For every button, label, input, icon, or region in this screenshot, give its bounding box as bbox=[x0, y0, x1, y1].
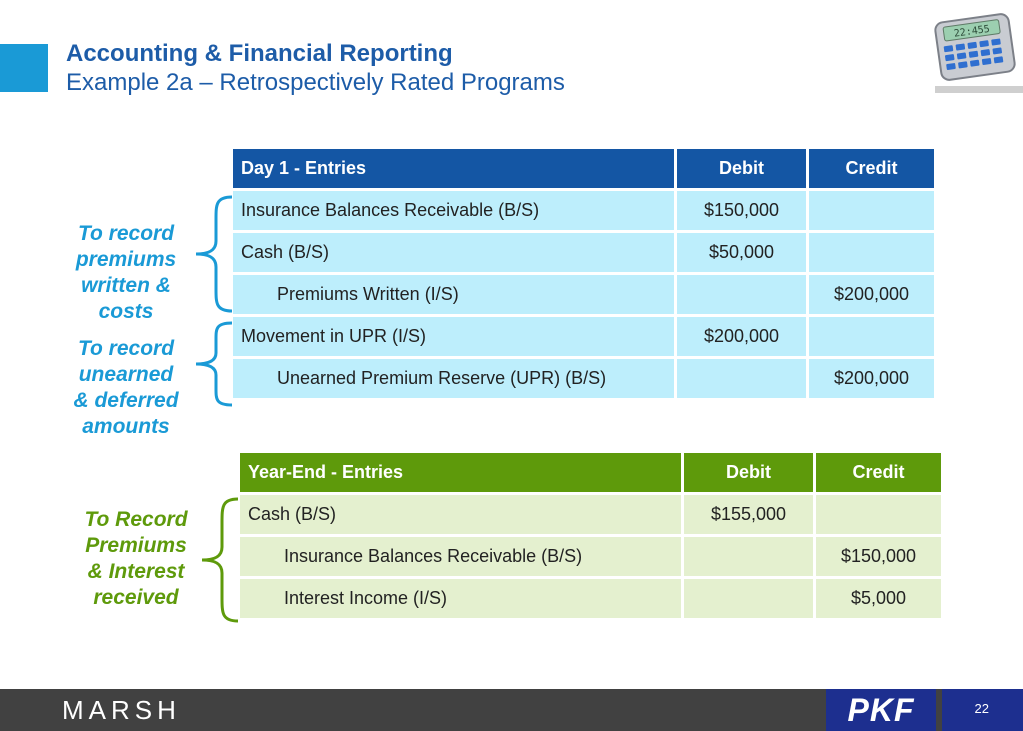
table-row bbox=[233, 191, 934, 230]
accent-square bbox=[0, 44, 48, 92]
account-cell: Insurance Balances Receivable (B/S) bbox=[233, 191, 674, 230]
column-header-credit: Credit bbox=[809, 149, 934, 188]
day1-entries-table bbox=[230, 146, 937, 401]
note-unearned-deferred: To record unearned & deferred amounts bbox=[73, 337, 179, 438]
debit-cell bbox=[684, 537, 813, 576]
account-cell: Insurance Balances Receivable (B/S) bbox=[240, 537, 681, 576]
table-row bbox=[233, 359, 934, 398]
column-header-credit: Credit bbox=[816, 453, 941, 492]
credit-cell bbox=[809, 191, 934, 230]
credit-cell: $200,000 bbox=[809, 275, 934, 314]
debit-cell: $150,000 bbox=[677, 191, 806, 230]
credit-cell: $200,000 bbox=[809, 359, 934, 398]
table-header-row bbox=[233, 149, 934, 188]
page-number-box bbox=[942, 689, 1023, 731]
column-header-entries: Day 1 - Entries bbox=[233, 149, 674, 188]
credit-cell bbox=[816, 495, 941, 534]
credit-cell bbox=[809, 233, 934, 272]
year-end-entries-table bbox=[237, 450, 944, 621]
pkf-logo bbox=[826, 689, 936, 731]
debit-cell bbox=[677, 275, 806, 314]
calculator-shelf bbox=[935, 86, 1023, 93]
note-premiums-costs: To record premiums written & costs bbox=[75, 222, 177, 323]
debit-cell: $155,000 bbox=[684, 495, 813, 534]
table-header-row bbox=[240, 453, 941, 492]
page-number: 22 bbox=[974, 701, 989, 716]
table-row bbox=[240, 537, 941, 576]
credit-cell bbox=[809, 317, 934, 356]
footer-bar bbox=[0, 689, 1023, 731]
calculator-icon bbox=[930, 8, 1020, 86]
account-cell: Unearned Premium Reserve (UPR) (B/S) bbox=[233, 359, 674, 398]
column-header-debit: Debit bbox=[677, 149, 806, 188]
table-row bbox=[240, 495, 941, 534]
table-row bbox=[240, 579, 941, 618]
table-row bbox=[233, 317, 934, 356]
account-cell: Cash (B/S) bbox=[233, 233, 674, 272]
debit-cell: $50,000 bbox=[677, 233, 806, 272]
debit-cell bbox=[677, 359, 806, 398]
account-cell: Cash (B/S) bbox=[240, 495, 681, 534]
debit-cell: $200,000 bbox=[677, 317, 806, 356]
note-premiums-interest: To Record Premiums & Interest received bbox=[84, 508, 188, 609]
page-subtitle: Example 2a – Retrospectively Rated Programs bbox=[66, 69, 565, 96]
page-title: Accounting & Financial Reporting bbox=[66, 40, 453, 67]
column-header-entries: Year-End - Entries bbox=[240, 453, 681, 492]
account-cell: Interest Income (I/S) bbox=[240, 579, 681, 618]
marsh-logo: MARSH bbox=[62, 695, 181, 725]
account-cell: Movement in UPR (I/S) bbox=[233, 317, 674, 356]
account-cell: Premiums Written (I/S) bbox=[233, 275, 674, 314]
table-row bbox=[233, 275, 934, 314]
pkf-logo-text: PKF bbox=[847, 692, 915, 728]
column-header-debit: Debit bbox=[684, 453, 813, 492]
credit-cell: $5,000 bbox=[816, 579, 941, 618]
debit-cell bbox=[684, 579, 813, 618]
calculator-display: 22:455 bbox=[953, 23, 991, 40]
credit-cell: $150,000 bbox=[816, 537, 941, 576]
table-row bbox=[233, 233, 934, 272]
